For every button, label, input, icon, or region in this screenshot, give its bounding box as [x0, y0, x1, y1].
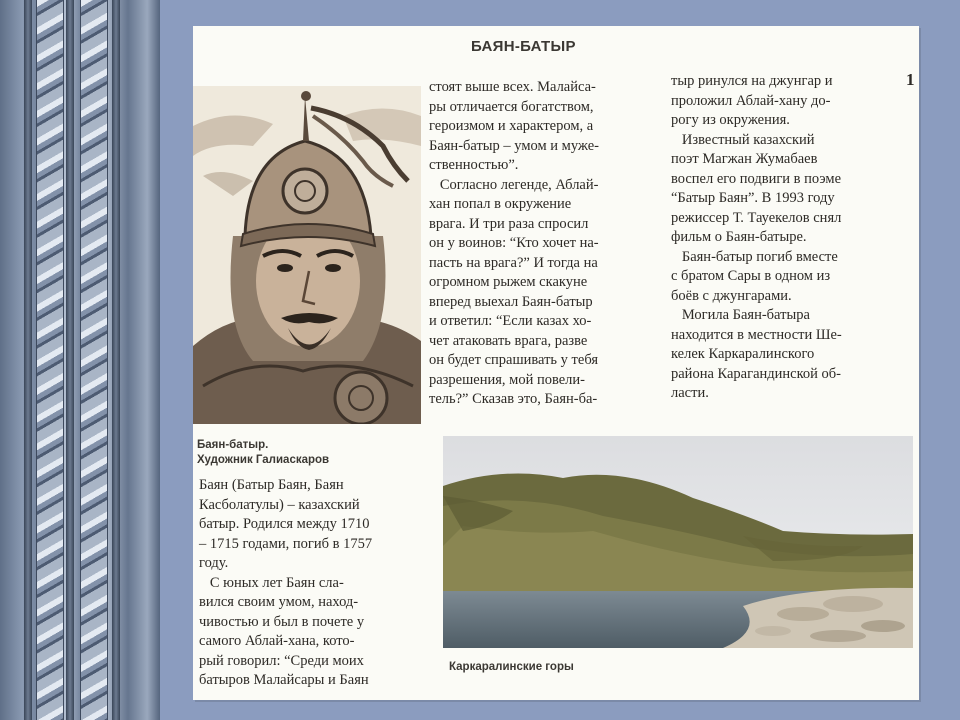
text-line: и ответил: “Если казах хо- — [429, 313, 592, 329]
rope-strand — [36, 0, 64, 720]
text-line: Известный казахский — [671, 131, 815, 148]
text-line: фильм о Баян-батыре. — [671, 229, 807, 245]
text-line: врага. И три раза спросил — [429, 215, 589, 232]
text-line: “Батыр Баян”. В 1993 году — [671, 190, 835, 206]
text-line: района Карагандинской об- — [671, 365, 841, 382]
text-line: героизмом и характером, а — [429, 118, 594, 134]
text-line: ственностью”. — [429, 157, 519, 173]
page-number: 1 — [906, 70, 915, 89]
text-line: Баян-батыр погиб вместе — [671, 248, 838, 265]
book-page — [193, 26, 919, 700]
text-line: Баян-батыр – умом и муже- — [429, 137, 600, 154]
text-line: боёв с джунгарами. — [671, 287, 792, 304]
text-line: ры отличается богатством, — [429, 98, 594, 115]
page-title: БАЯН-БАТЫР — [471, 38, 576, 55]
text-line: пасть на врага?” И тогда на — [429, 254, 598, 271]
text-line: хан попал в окружение — [429, 196, 572, 212]
text-line: стоят выше всех. Малайса- — [429, 79, 596, 95]
text-line: батыр. Родился между 1710 — [199, 516, 370, 532]
text-line: Могила Баян-батыра — [671, 307, 810, 323]
text-line: находится в местности Ше- — [671, 326, 842, 343]
text-line: тыр ринулся на джунгар и — [671, 73, 833, 89]
text-line: чивостью и был в почете у — [199, 613, 365, 630]
text-line: проложил Аблай-хану до- — [671, 92, 831, 109]
text-column-middle — [429, 78, 599, 410]
text-line: огромном рыжем скакуне — [429, 274, 588, 290]
text-line: Касболатулы) – казахский — [199, 496, 360, 513]
rope-strand — [80, 0, 108, 720]
text-line: воспел его подвиги в поэме — [671, 170, 842, 187]
text-line: тель?” Сказав это, Баян-ба- — [429, 391, 598, 407]
text-line: с братом Сары в одном из — [671, 268, 831, 284]
text-line: году. — [199, 555, 229, 571]
text-line: ласти. — [671, 385, 709, 401]
portrait-caption-line: Баян-батыр. — [197, 439, 269, 451]
text-column-right — [671, 72, 842, 404]
rope-groove — [112, 0, 120, 720]
text-line: вперед выехал Баян-батыр — [429, 293, 593, 310]
portrait-caption — [197, 438, 329, 468]
rope-groove — [24, 0, 32, 720]
text-line: рогу из окружения. — [671, 112, 790, 128]
text-line: он у воинов: “Кто хочет на- — [429, 235, 599, 251]
text-line: батыров Малайсары и Баян — [199, 672, 369, 688]
mountain-lake-photo — [443, 436, 913, 648]
text-line: поэт Магжан Жумабаев — [671, 151, 818, 167]
text-line: он будет спрашивать у тебя — [429, 352, 599, 368]
text-line: С юных лет Баян сла- — [199, 574, 344, 591]
text-line: – 1715 годами, погиб в 1757 — [199, 535, 373, 552]
portrait-illustration — [193, 86, 421, 424]
text-line: чет атаковать врага, разве — [429, 332, 588, 349]
text-line: Согласно легенде, Аблай- — [429, 176, 599, 193]
text-line: рый говорил: “Среди моих — [199, 652, 364, 669]
rope-groove — [66, 0, 74, 720]
text-line: Баян (Батыр Баян, Баян — [199, 477, 344, 493]
landscape-caption: Каркаралинские горы — [449, 661, 574, 673]
text-column-left — [199, 476, 372, 691]
decorative-rope-border — [0, 0, 160, 720]
portrait-caption-line: Художник Галиаскаров — [197, 454, 330, 466]
text-line: вился своим умом, наход- — [199, 594, 359, 610]
text-line: келек Каркаралинского — [671, 346, 815, 362]
text-line: разрешения, мой повели- — [429, 371, 585, 388]
text-line: режиссер Т. Тауекелов снял — [671, 209, 842, 226]
text-line: самого Аблай-хана, кото- — [199, 633, 355, 649]
